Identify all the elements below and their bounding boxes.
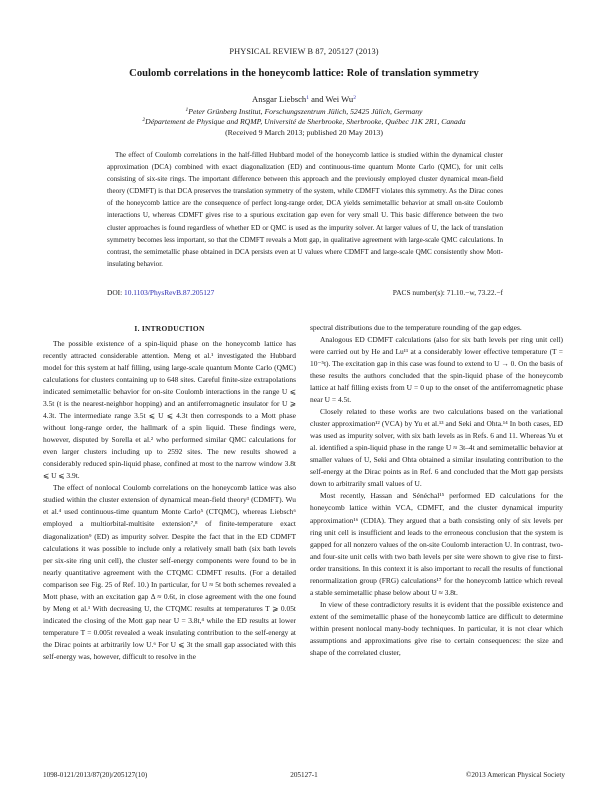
journal-header: PHYSICAL REVIEW B 87, 205127 (2013) (229, 47, 379, 56)
affiliation-text: Peter Grünberg Institut, Forschungszentrum Jülich, 52425 Jülich, Germany (188, 107, 423, 116)
footer-issn: 1098-0121/2013/87(20)/205127(10) (43, 771, 148, 779)
abstract: The effect of Coulomb correlations in the half-filled Hubbard model of the honeycomb lattice is studied within the dynamical cluster approximation (DCA) combined with exact diagonalization (ED) and continuous-time quantum Monte Carlo (QMC), for unit cells consisting of six-site rings. The important difference between this approach and the previously employed cluster dynamical mean-field theory (CDMFT) is that DCA preserves the translation symmetry of the system, while CDMFT violates this symmetry. As the Dirac cones of the honeycomb lattice are the consequence of perfect long-range order, DCA yields semimetallic behavior at small on-site Coulomb interactions U, whereas CDMFT gives rise to a spurious excitation gap even for very small U. This basic difference between the two cluster approaches is found regardless of whether ED or QMC is used as the impurity solver. At larger values of U, the lack of translation symmetry becomes less important, so that the CDMFT reveals a Mott gap, in qualitative agreement with large-scale QMC calculations. In contrast, the semimetallic phase obtained in DCA persists even at U values where CDMFT and large-scale QMC consistently show Mott-insulating behavior. (107, 151, 503, 268)
affiliation-text: Département de Physique and RQMP, Université de Sherbrooke, Sherbrooke, Québec J1K 2R1, Canada (145, 117, 466, 126)
paragraph: The effect of nonlocal Coulomb correlations on the honeycomb lattice was also studied within the cluster extension of dynamical mean-field theory³ (CDMFT). Wu et al.⁴ used continuous-time quantum Monte Carlo⁵ (CTQMC), whereas Liebsch⁶ employed a multiorbital-multisite extension⁷,⁸ of finite-temperature exact diagonalization⁹ (ED) as impurity solver. Despite the fact that in the ED CDMFT calculations it was possible to include only a relatively small bath (six bath levels per six-site ring unit cell), the cluster self-energy components were found to be in nearly quantitative agreement with the CTQMC CDMFT results. (For a detailed comparison see Fig. 25 of Ref. 10.) In particular, for U ≈ 5t both schemes revealed a Mott phase, with an excitation gap Δ ≈ 0.6t, in close agreement with the one found by Meng et al.¹ With decreasing U, the CTQMC results at temperatures T ⩾ 0.05t indicated the closing of the Mott gap near U = 3.8t,⁴ while the ED results at lower temperature T = 0.005t revealed a weak insulating contribution to the self-energy at the Dirac points at arbitrarily low U.⁶ For U ⩽ 3t the small gap associated with this self-energy was, however, difficult to resolve in the (43, 483, 296, 661)
paragraph: Analogous ED CDMFT calculations (also for six bath levels per ring unit cell) were carried out by He and Lu¹¹ at a considerably lower effective temperature (T = 10⁻⁵t). The excitation gap in this case was found to extend to U → 0. On the basis of these results the authors concluded that the spin-liquid phase of the honeycomb lattice at half filling exists from U = 0 up to the onset of the antiferromagnetic phase near U = 4.5t. (310, 335, 563, 405)
paragraph: Most recently, Hassan and Sénéchal¹⁵ performed ED calculations for the honeycomb lattice within VCA, CDMFT, and the cluster dynamical impurity approximation¹⁶ (CDIA). They argued that a bath consisting only of six levels per ring unit cell is insufficient and leads to the erroneous conclusion that the system is gapped for all nonzero values of the on-site Coulomb interaction U. In contrast, two- and four-site unit cells with two bath levels per site were shown to give rise to first-order transitions. In this context it is also important to recall the results of functional renormalization group (FRG) calculations¹⁷ for the honeycomb lattice which reveal a stable semimetallic phase below about U ≈ 3.8t. (310, 491, 563, 597)
footer-copyright: ©2013 American Physical Society (465, 771, 565, 779)
paragraph: In view of these contradictory results it is evident that the possible existence and extent of the semimetallic phase of the honeycomb lattice are difficult to determine within present nonlocal many-body techniques. In particular, it is not clear which assumptions and approximations give rise to certain consequences: the size and shape of the correlated cluster, (310, 599, 563, 657)
author-name[interactable]: Ansgar Liebsch (252, 94, 307, 104)
left-column (43, 338, 296, 663)
section-heading: I. INTRODUCTION (134, 324, 205, 333)
doi-label: DOI: (107, 288, 125, 297)
author-list (0, 94, 608, 104)
doi-line (107, 288, 214, 297)
paragraph: The possible existence of a spin-liquid phase on the honeycomb lattice has recently attracted considerable attention. Meng et al.¹ investigated the Hubbard model for this system at half filling, using large-scale quantum Monte Carlo (QMC) calculations for clusters containing up to 648 sites. Careful finite-size extrapolations indicated semimetallic behavior for on-site Coulomb interactions in the range U ⩽ 3.5t (t is the nearest-neighbor hopping) and an antiferromagnetic insulator for U ⩾ 4.3t. The intermediate range 3.5t ⩽ U ⩽ 4.3t then corresponds to a Mott phase without long-range order, the hallmark of a spin liquid. These findings were, however, disputed by Sorella et al.² who performed similar QMC calculations for even larger clusters including up to 2592 sites. The new results showed a considerably reduced spin-liquid phase, confined at most to the narrow window 3.8t ⩽ U ⩽ 3.9t. (43, 339, 296, 481)
pacs-numbers: PACS number(s): 71.10.−w, 73.22.−f (392, 288, 503, 297)
received-dates: (Received 9 March 2013; published 20 May 2013) (225, 128, 383, 137)
paper-title: Coulomb correlations in the honeycomb lattice: Role of translation symmetry (129, 68, 479, 79)
affiliation (0, 107, 608, 116)
author-name[interactable]: Wei Wu (325, 94, 354, 104)
footer-page-number: 205127-1 (290, 771, 318, 779)
affiliation-number: 2 (142, 117, 146, 123)
affiliation-ref[interactable]: 2 (353, 95, 356, 101)
affiliation (0, 117, 608, 126)
paragraph: Closely related to these works are two calculations based on the variational cluster approximation¹² (VCA) by Yu et al.¹³ and Seki and Ohta.¹⁴ In both cases, ED was used as impurity solver, with six bath levels as in Refs. 6 and 11. Whereas Yu et al. identified a spin-liquid phase in the range U ≈ 3t–4t and semimetallic behavior at smaller values of U, Seki and Ohta obtained a similar insulating contribution to the self-energy at the Dirac points as in Ref. 6 and concluded that the Mott gap persists down to arbitrarily small values of U. (310, 407, 563, 489)
doi-link[interactable]: 10.1103/PhysRevB.87.205127 (124, 288, 215, 297)
paragraph: spectral distributions due to the temperature rounding of the gap edges. (310, 323, 522, 332)
author-joiner: and (308, 94, 326, 104)
affiliation-number: 1 (185, 107, 189, 113)
affiliation-ref[interactable]: 1 (306, 95, 309, 101)
right-column (310, 322, 563, 659)
